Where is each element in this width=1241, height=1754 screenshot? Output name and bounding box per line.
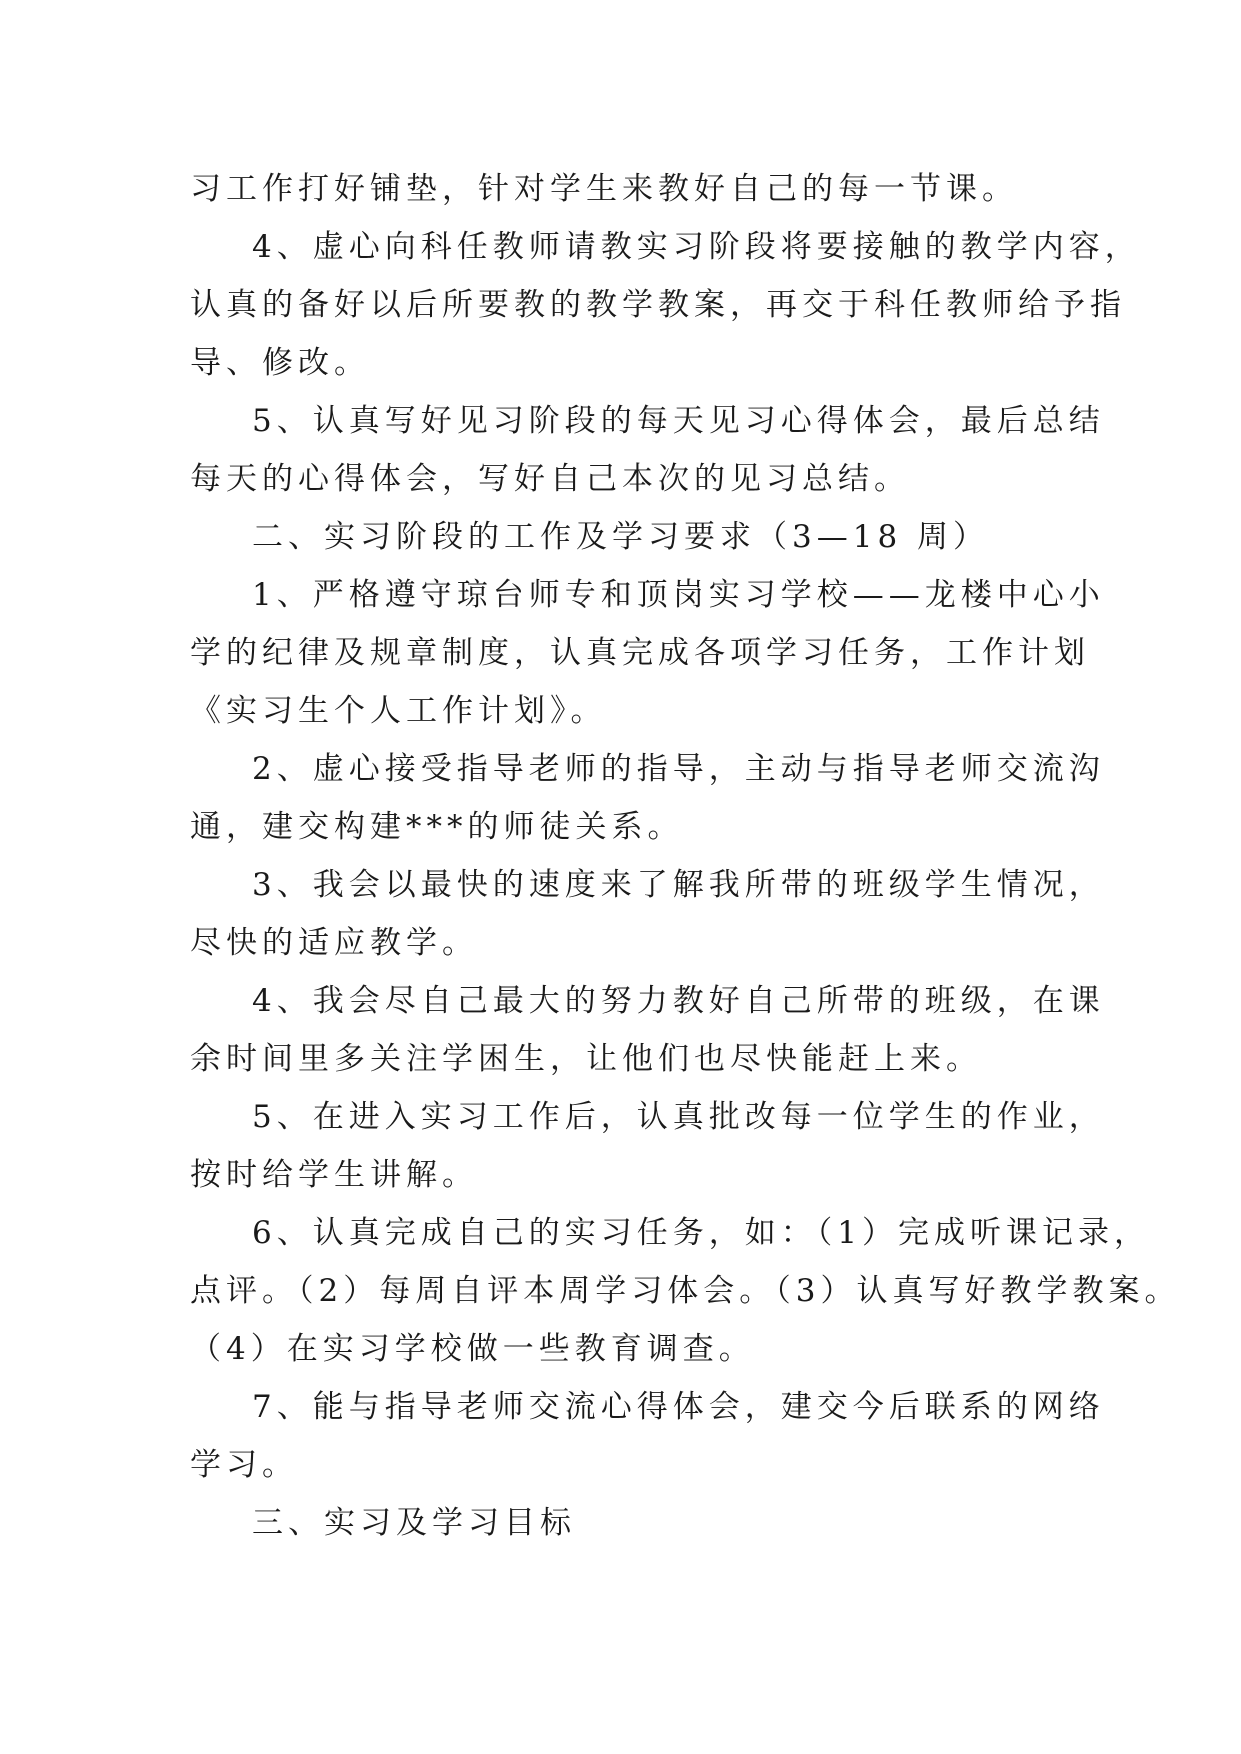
paragraph-line: 7、能与指导老师交流心得体会，建交今后联系的网络 xyxy=(252,1389,1105,1425)
paragraph-line: 6、认真完成自己的实习任务，如：（1）完成听课记录， xyxy=(252,1215,1150,1251)
paragraph xyxy=(190,566,1105,740)
paragraph-line: 学习。 xyxy=(190,1447,298,1483)
paragraph xyxy=(190,1378,1105,1494)
paragraph-line: 4、我会尽自己最大的努力教好自己所带的班级，在课 xyxy=(252,983,1105,1019)
paragraph xyxy=(190,972,1105,1088)
paragraph-line: 三、实习及学习目标 xyxy=(252,1505,576,1541)
paragraph xyxy=(190,392,1105,508)
paragraph-line: 余时间里多关注学困生，让他们也尽快能赶上来。 xyxy=(190,1041,982,1077)
paragraph-line: 习工作打好铺垫，针对学生来教好自己的每一节课。 xyxy=(190,171,1018,207)
paragraph xyxy=(190,1494,1070,1552)
paragraph xyxy=(190,1088,1105,1204)
paragraph-line: 二、实习阶段的工作及学习要求（3—18 周） xyxy=(252,519,990,555)
paragraph-line: 学的纪律及规章制度，认真完成各项学习任务，工作计划 xyxy=(190,635,1090,671)
paragraph-line: 5、在进入实习工作后，认真批改每一位学生的作业， xyxy=(252,1099,1105,1135)
paragraph-line: 5、认真写好见习阶段的每天见习心得体会，最后总结 xyxy=(252,403,1105,439)
paragraph-line: 《实习生个人工作计划》。 xyxy=(190,693,607,729)
paragraph-line: 3、我会以最快的速度来了解我所带的班级学生情况， xyxy=(252,867,1105,903)
paragraph-line: 导、修改。 xyxy=(190,345,370,381)
paragraph-line: 尽快的适应教学。 xyxy=(190,925,478,961)
paragraph-line: 每天的心得体会，写好自己本次的见习总结。 xyxy=(190,461,910,497)
paragraph xyxy=(190,160,1070,218)
paragraph-line: 认真的备好以后所要教的教学教案，再交于科任教师给予指 xyxy=(190,287,1126,323)
document-body xyxy=(190,160,1181,1552)
paragraph-line: 2、虚心接受指导老师的指导，主动与指导老师交流沟 xyxy=(252,751,1105,787)
paragraph xyxy=(190,740,1105,856)
paragraph-line: 点评。（2）每周自评本周学习体会。（3）认真写好教学教案。 xyxy=(190,1273,1181,1309)
paragraph-line: （4）在实习学校做一些教育调查。 xyxy=(190,1331,755,1367)
paragraph xyxy=(190,856,1105,972)
paragraph-line: 按时给学生讲解。 xyxy=(190,1157,478,1193)
paragraph xyxy=(190,1204,1181,1378)
paragraph xyxy=(190,218,1141,392)
paragraph-line: 通，建交构建***的师徒关系。 xyxy=(190,809,684,845)
paragraph xyxy=(190,508,1070,566)
paragraph-line: 1、严格遵守琼台师专和顶岗实习学校——龙楼中心小 xyxy=(252,577,1105,613)
paragraph-line: 4、虚心向科任教师请教实习阶段将要接触的教学内容， xyxy=(252,229,1141,265)
